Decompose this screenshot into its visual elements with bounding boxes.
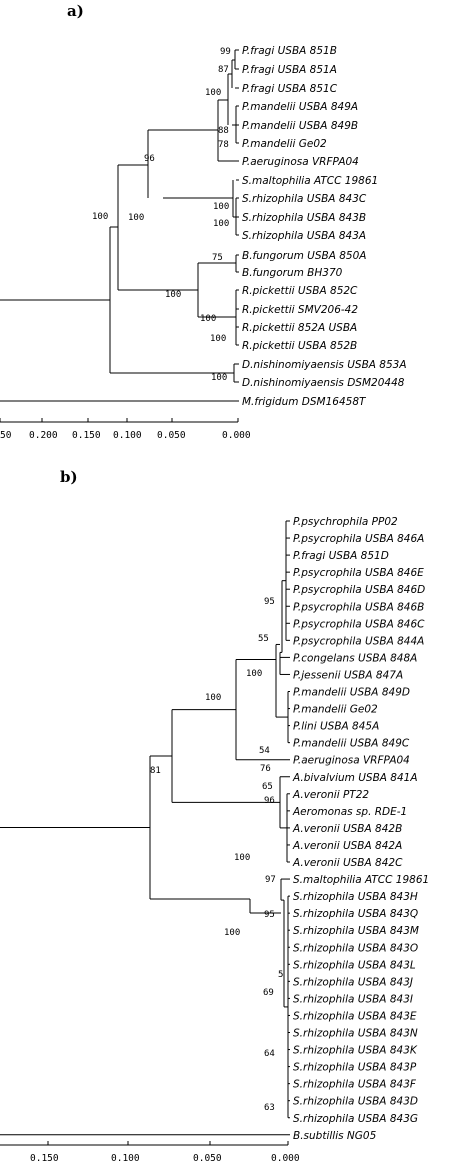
leaf-label: D.nishinomiyaensis DSM20448 [242, 377, 405, 389]
bootstrap-value: 95 [264, 910, 275, 920]
leaf-label: S.rhizophila USBA 843E [293, 1010, 417, 1023]
leaf-label: A.veronii USBA 842C [293, 857, 403, 869]
leaf-label: S.rhizophila USBA 843K [293, 1044, 417, 1057]
scale-tick-label: 0.100 [113, 430, 142, 441]
bootstrap-value: 55 [258, 634, 269, 644]
bootstrap-value: 63 [264, 1103, 275, 1113]
leaf-label: R.pickettii SMV206-42 [242, 304, 359, 316]
bootstrap-value: 64 [264, 1049, 275, 1059]
leaf-label: S.maltophilia ATCC 19861 [293, 874, 430, 887]
bootstrap-value: 75 [212, 253, 223, 263]
bootstrap-value: 100 [224, 928, 241, 938]
bootstrap-value: 88 [218, 126, 229, 136]
leaf-label: P.aeruginosa VRFPA04 [242, 156, 359, 168]
bootstrap-value: 96 [264, 796, 275, 806]
panel-b-label: b) [60, 468, 78, 486]
bootstrap-value: 69 [263, 988, 274, 998]
leaf-label: A.veronii PT22 [293, 788, 370, 801]
leaf-label: S.rhizophila USBA 843Q [293, 908, 419, 921]
scale-tick-label: 0.200 [29, 430, 58, 441]
leaf-label: P.lini USBA 845A [293, 720, 380, 733]
leaf-label: P.psycrophila USBA 846A [293, 533, 425, 546]
scale-tick-label: 0.050 [193, 1153, 222, 1163]
bootstrap-value: 78 [218, 140, 229, 150]
leaf-label: P.congelans USBA 848A [293, 652, 418, 665]
leaf-label: S.rhizophila USBA 843L [293, 959, 416, 972]
bootstrap-value: 100 [211, 373, 228, 383]
bootstrap-value: 100 [205, 693, 222, 703]
bootstrap-value: 100 [128, 213, 145, 223]
leaf-label: S.rhizophila USBA 843F [293, 1078, 416, 1091]
leaf-label: P.psycrophila USBA 846E [293, 567, 424, 580]
bootstrap-value: 5 [278, 970, 284, 980]
scale-tick-label: 0.000 [222, 430, 251, 441]
panel-b [0, 468, 429, 1163]
panel-a [0, 2, 407, 441]
bootstrap-value: 100 [200, 314, 217, 324]
scale-tick-label: 0.150 [30, 1153, 59, 1163]
leaf-label: P.fragi USBA 851A [242, 64, 337, 76]
bootstrap-value: 100 [246, 669, 263, 679]
leaf-label: P.mandelii USBA 849B [242, 120, 359, 132]
leaf-label: S.rhizophila USBA 843D [293, 1095, 418, 1108]
leaf-label: P.mandelii USBA 849A [242, 101, 359, 113]
leaf-label: S.rhizophila USBA 843C [242, 193, 367, 205]
leaf-label: S.rhizophila USBA 843M [293, 925, 419, 938]
leaf-label: B.fungorum BH370 [242, 267, 343, 279]
leaf-label: P.mandelii USBA 849C [293, 737, 410, 750]
leaf-label: S.rhizophila USBA 843B [242, 212, 367, 224]
leaf-label: S.rhizophila USBA 843P [293, 1061, 417, 1074]
leaf-label: R.pickettii 852A USBA [242, 322, 358, 334]
bootstrap-value: 81 [150, 766, 161, 776]
scale-tick-label: 0.150 [72, 430, 101, 441]
panel-a-label: a) [67, 2, 84, 20]
bootstrap-value: 100 [165, 290, 182, 300]
leaf-label: S.maltophilia ATCC 19861 [242, 175, 379, 187]
bootstrap-value: 97 [265, 875, 276, 885]
leaf-label: A.veronii USBA 842B [293, 822, 403, 835]
leaf-label: P.psycrophila USBA 846D [293, 584, 426, 597]
leaf-label: P.psycrophila USBA 846C [293, 618, 425, 631]
leaf-label: S.rhizophila USBA 843H [293, 891, 418, 904]
leaf-label: A.veronii USBA 842A [293, 839, 403, 852]
leaf-label: S.rhizophila USBA 843N [293, 1027, 418, 1040]
bootstrap-value: 76 [260, 764, 271, 774]
leaf-label: B.fungorum USBA 850A [242, 250, 367, 262]
bootstrap-value: 96 [144, 154, 155, 164]
leaf-label: P.mandelii Ge02 [242, 138, 327, 150]
scale-tick-label: 0.000 [271, 1153, 300, 1163]
leaf-label: P.mandelii Ge02 [293, 703, 378, 716]
leaf-label: S.rhizophila USBA 843O [293, 942, 419, 955]
leaf-label: S.rhizophila USBA 843I [293, 993, 413, 1006]
leaf-label: P.aeruginosa VRFPA04 [293, 754, 410, 767]
leaf-label: D.nishinomiyaensis USBA 853A [242, 359, 407, 371]
leaf-label: B.subtillis NG05 [293, 1129, 377, 1142]
leaf-label: P.jessenii USBA 847A [293, 669, 404, 682]
bootstrap-value: 54 [259, 746, 270, 756]
leaf-label: P.fragi USBA 851B [242, 45, 337, 57]
leaf-label: R.pickettii USBA 852C [242, 285, 358, 297]
leaf-label: M.frigidum DSM16458T [242, 396, 366, 408]
scale-tick-label: 0.050 [157, 430, 186, 441]
leaf-label: S.rhizophila USBA 843A [242, 230, 367, 242]
leaf-label: P.psychrophila PP02 [293, 516, 398, 528]
bootstrap-value: 100 [205, 88, 222, 98]
bootstrap-value: 99 [220, 47, 231, 57]
bootstrap-value: 95 [264, 597, 275, 607]
leaf-label: P.psycrophila USBA 846B [293, 601, 425, 614]
bootstrap-value: 100 [92, 212, 109, 222]
leaf-label: Aeromonas sp. RDE-1 [293, 805, 408, 818]
bootstrap-value: 100 [213, 219, 230, 229]
leaf-label: R.pickettii USBA 852B [242, 340, 358, 352]
leaf-label: P.fragi USBA 851C [242, 83, 338, 95]
leaf-label: P.mandelii USBA 849D [293, 686, 410, 699]
leaf-label: P.fragi USBA 851D [293, 550, 389, 563]
bootstrap-value: 100 [210, 334, 227, 344]
bootstrap-value: 87 [218, 65, 229, 75]
leaf-label: P.psycrophila USBA 844A [293, 635, 425, 648]
bootstrap-value: 100 [213, 202, 230, 212]
leaf-label: S.rhizophila USBA 843J [293, 976, 413, 989]
leaf-label: A.bivalvium USBA 841A [293, 771, 418, 784]
leaf-label: S.rhizophila USBA 843G [293, 1112, 419, 1125]
scale-tick-label: 0.100 [111, 1153, 140, 1163]
bootstrap-value: 65 [262, 782, 273, 792]
scale-tick-label: 50 [0, 430, 12, 441]
bootstrap-value: 100 [234, 853, 251, 863]
